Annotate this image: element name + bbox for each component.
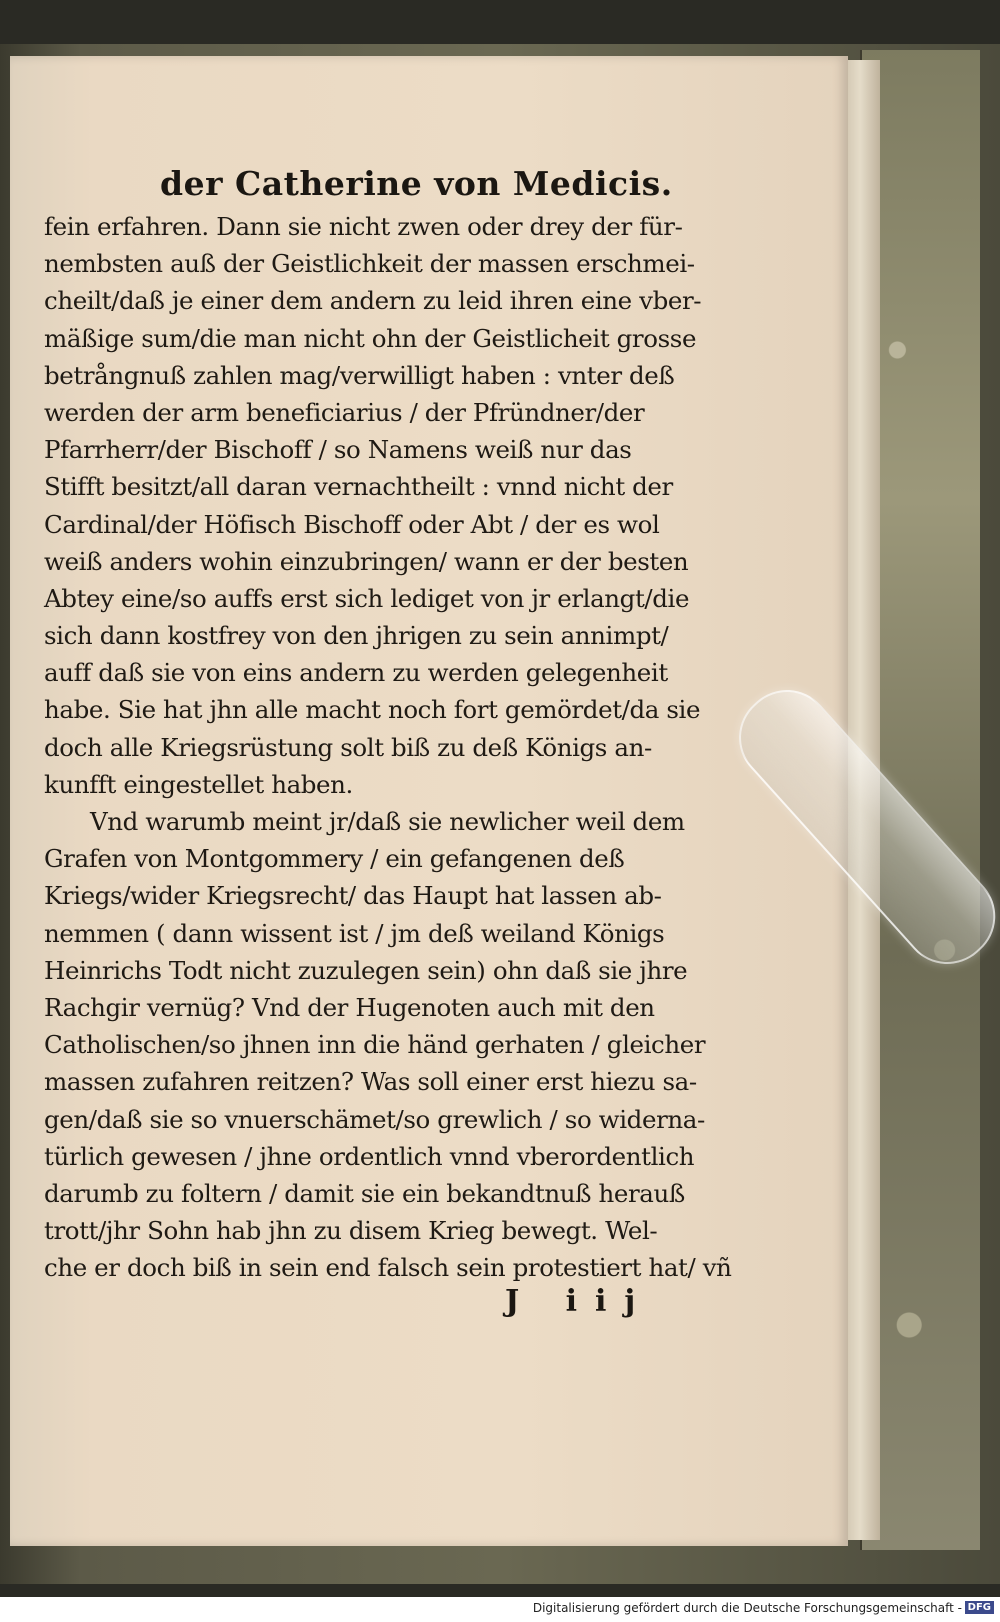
text-line: Abtey eine/so auffs erst sich lediget von jr erlangt/die bbox=[44, 583, 690, 613]
text-line: Grafen von Montgommery / ein gefangenen deß bbox=[44, 844, 625, 874]
text-line: cheilt/daß je einer dem andern zu leid ihren eine vber- bbox=[44, 286, 702, 316]
text-line: nembsten auß der Geistlichkeit der massen erschmei- bbox=[44, 249, 695, 279]
text-line: Cardinal/der Höfisch Bischoff oder Abt / der es wol bbox=[44, 509, 660, 539]
running-header: der Catherine von Medicis. bbox=[160, 164, 673, 203]
text-line: sich dann kostfrey von den jhrigen zu sein annimpt/ bbox=[44, 621, 669, 651]
text-line: trott/jhr Sohn hab jhn zu disem Krieg bewegt. Wel- bbox=[44, 1216, 658, 1246]
text-line: nemmen ( dann wissent ist / jm deß weiland Königs bbox=[44, 918, 665, 948]
dfg-logo: DFG bbox=[965, 1601, 994, 1614]
text-line: massen zufahren reitzen? Was soll einer erst hiezu sa- bbox=[44, 1067, 697, 1097]
text-line: che er doch biß in sein end falsch sein protestiert hat/ vñ bbox=[44, 1253, 732, 1283]
text-line: doch alle Kriegsrüstung solt biß zu deß Königs an- bbox=[44, 732, 652, 762]
text-line: auff daß sie von eins andern zu werden gelegenheit bbox=[44, 658, 668, 688]
signature-mark: J iij bbox=[505, 1284, 654, 1319]
text-line: werden der arm beneficiarius / der Pfründner/der bbox=[44, 397, 645, 427]
body-text bbox=[44, 208, 732, 1286]
text-line: Pfarrherr/der Bischoff / so Namens weiß nur das bbox=[44, 435, 632, 465]
text-line: darumb zu foltern / damit sie ein bekandtnuß herauß bbox=[44, 1178, 685, 1208]
text-line: türlich gewesen / jhne ordentlich vnnd vberordentlich bbox=[44, 1141, 695, 1171]
text-line: Kriegs/wider Kriegsrecht/ das Haupt hat lassen ab- bbox=[44, 881, 662, 911]
text-line: weiß anders wohin einzubringen/ wann er der besten bbox=[44, 546, 689, 576]
text-line: Catholischen/so jhnen inn die händ gerhaten / gleicher bbox=[44, 1030, 706, 1060]
text-line: habe. Sie hat jhn alle macht noch fort gemördet/da sie bbox=[44, 695, 701, 725]
text-line: fein erfahren. Dann sie nicht zwen oder drey der für- bbox=[44, 212, 683, 241]
footer-bar bbox=[0, 1597, 1000, 1622]
text-line: Vnd warumb meint jr/daß sie newlicher weil dem bbox=[90, 807, 685, 836]
text-line: mäßige sum/die man nicht ohn der Geistlicheit grosse bbox=[44, 323, 697, 353]
text-line: kunfft eingestellet haben. bbox=[44, 769, 353, 799]
text-line: Stifft besitzt/all daran vernachtheilt : vnnd nicht der bbox=[44, 472, 673, 502]
footer-credit: Digitalisierung gefördert durch die Deutsche Forschungsgemeinschaft - bbox=[532, 1601, 962, 1615]
text-line: betrångnuß zahlen mag/verwilligt haben : vnter deß bbox=[44, 360, 675, 390]
text-line: gen/daß sie so vnuerschämet/so grewlich / so widerna- bbox=[44, 1104, 705, 1134]
text-line: Heinrichs Todt nicht zuzulegen sein) ohn daß sie jhre bbox=[44, 955, 688, 985]
text-line: Rachgir vernüg? Vnd der Hugenoten auch mit den bbox=[44, 992, 655, 1022]
